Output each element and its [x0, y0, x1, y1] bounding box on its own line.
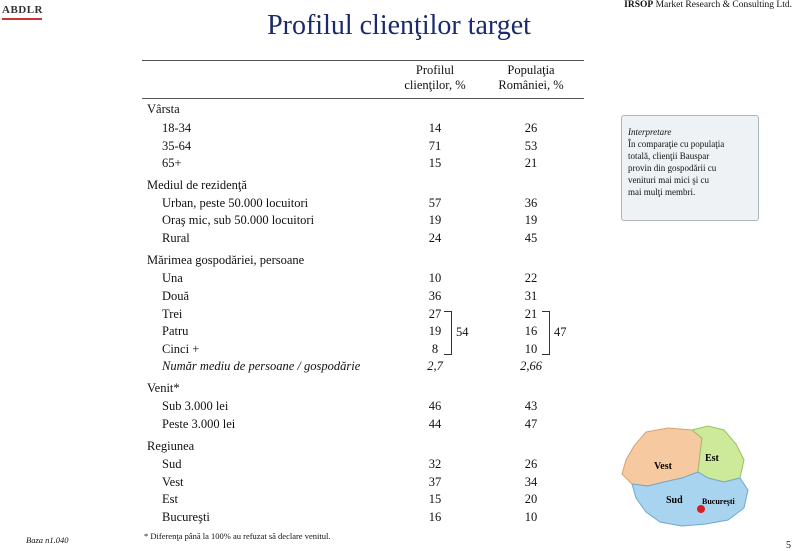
bracket-clients [444, 311, 452, 355]
table-row [0, 231, 798, 249]
row-label: Oraş mic, sub 50.000 locuitori [162, 213, 315, 227]
value-clients: 71 [428, 139, 442, 153]
value-clients: 16 [428, 510, 442, 524]
table-row [0, 289, 798, 307]
interpretation-line: totală, clienţii Bauspar [628, 151, 710, 161]
romania-map [612, 424, 762, 532]
row-label: Mărimea gospodăriei, persoane [147, 253, 305, 267]
bracket-population-sum: 47 [554, 325, 567, 339]
column-header-clients-line1: Profilul [415, 63, 455, 77]
row-label: Est [162, 492, 178, 506]
interpretation-line: provin din gospodării cu [628, 163, 717, 173]
bracket-population [542, 311, 550, 355]
table-row [0, 399, 798, 417]
footnote: * Diferenţa până la 100% au refuzat să declare venitul. [144, 531, 331, 541]
row-label: 65+ [162, 156, 182, 170]
interpretation-box [621, 115, 759, 221]
bracket-clients-sum: 54 [456, 325, 469, 339]
interpretation-line: mai mulţi membri. [628, 187, 696, 197]
value-population: 26 [524, 121, 538, 135]
interpretation-heading: Interpretare [628, 127, 672, 137]
value-population: 20 [524, 492, 538, 506]
company-name-bold: IRSOP [624, 0, 654, 10]
row-label: Mediul de rezidenţă [147, 178, 247, 192]
value-clients: 44 [428, 417, 442, 431]
row-label: Urban, peste 50.000 locuitori [162, 196, 309, 210]
value-population: 22 [524, 271, 538, 285]
row-label: Venit* [147, 381, 180, 395]
value-clients: 15 [428, 156, 442, 170]
value-clients: 15 [428, 492, 442, 506]
page-title: Profilul clienţilor target [267, 10, 531, 41]
value-clients: 32 [428, 457, 442, 471]
value-population: 26 [524, 457, 538, 471]
row-label: Trei [162, 307, 183, 321]
row-label: 35-64 [162, 139, 192, 153]
map-label-est: Est [705, 453, 719, 464]
interpretation-line: venituri mai mici şi cu [628, 175, 709, 185]
row-label: Patru [162, 324, 189, 338]
value-clients: 10 [428, 271, 442, 285]
row-label: Vârsta [147, 102, 180, 116]
value-population: 10 [524, 510, 538, 524]
value-clients: 27 [428, 307, 442, 321]
logo-text: ABDLR [2, 4, 44, 16]
value-population: 34 [524, 475, 538, 489]
column-header-population-line1: Populaţia [507, 63, 555, 77]
value-clients: 24 [428, 231, 442, 245]
row-label: Număr mediu de persoane / gospodărie [162, 359, 361, 373]
map-label-sud: Sud [666, 495, 683, 506]
bucuresti-marker [697, 505, 705, 513]
row-label: Cinci + [162, 342, 200, 356]
value-population: 21 [524, 307, 538, 321]
table-row [0, 342, 798, 360]
row-label: Sud [162, 457, 182, 471]
table-row [0, 324, 798, 342]
column-header-population-line2: României, % [498, 78, 564, 92]
row-label: Vest [162, 475, 184, 489]
table-category-row [0, 381, 798, 399]
value-clients: 46 [428, 399, 442, 413]
page-number: 5 [786, 540, 791, 551]
table-header-rule [142, 98, 584, 99]
row-label: Sub 3.000 lei [162, 399, 229, 413]
value-population: 21 [524, 156, 538, 170]
row-label: Bucureşti [162, 510, 210, 524]
row-label: Regiunea [147, 439, 195, 453]
value-clients: 19 [428, 213, 442, 227]
row-label: Rural [162, 231, 190, 245]
value-clients: 14 [428, 121, 442, 135]
value-clients: 37 [428, 475, 442, 489]
value-population: 2,66 [520, 359, 542, 373]
value-population: 19 [524, 213, 538, 227]
value-clients: 2,7 [427, 359, 443, 373]
value-clients: 8 [431, 342, 439, 356]
value-population: 10 [524, 342, 538, 356]
map-label-bucuresti: Bucureşti [702, 497, 735, 506]
value-clients: 19 [428, 324, 442, 338]
column-header-population [490, 63, 572, 93]
value-population: 43 [524, 399, 538, 413]
value-population: 45 [524, 231, 538, 245]
value-population: 47 [524, 417, 538, 431]
map-label-vest: Vest [654, 461, 672, 472]
column-header-clients-line2: clienţilor, % [404, 78, 466, 92]
interpretation-line: În comparaţie cu populaţia [628, 139, 725, 149]
table-top-rule [142, 60, 584, 61]
row-label: Una [162, 271, 183, 285]
company-name-rest: Market Research & Consulting Ltd. [655, 0, 792, 10]
company-name [624, 0, 792, 10]
row-label: Peste 3.000 lei [162, 417, 236, 431]
table-category-row [0, 253, 798, 271]
column-header-clients [400, 63, 470, 93]
value-population: 53 [524, 139, 538, 153]
value-clients: 36 [428, 289, 442, 303]
table-row [0, 307, 798, 325]
table-row [0, 271, 798, 289]
value-population: 31 [524, 289, 538, 303]
row-label: 18-34 [162, 121, 192, 135]
table-row [0, 359, 798, 377]
value-population: 16 [524, 324, 538, 338]
value-clients: 57 [428, 196, 442, 210]
value-population: 36 [524, 196, 538, 210]
row-label: Două [162, 289, 190, 303]
sample-base: Baza n1.040 [26, 535, 69, 545]
